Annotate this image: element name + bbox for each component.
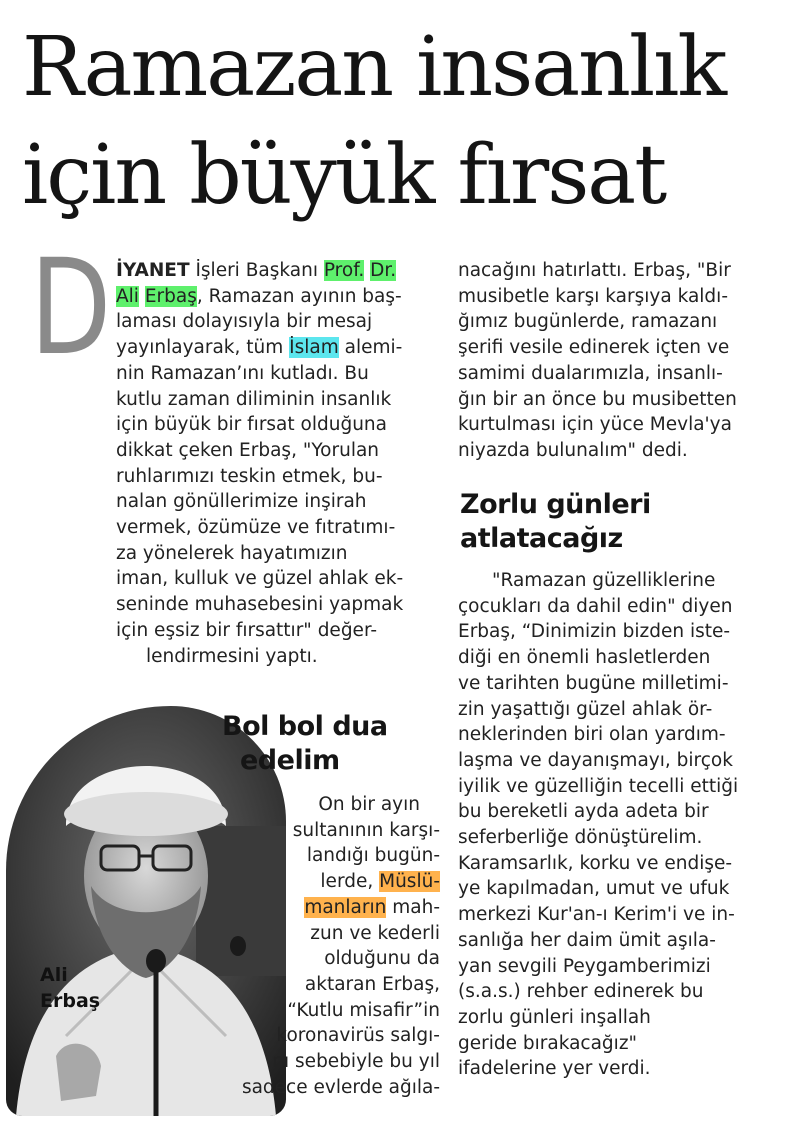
text-line: "Ramazan güzelliklerine bbox=[492, 570, 716, 591]
text-line: lerde, Müslü- bbox=[320, 871, 440, 893]
column-2-body bbox=[458, 258, 793, 464]
text-line: yayınlayarak, tüm İslam alemi- bbox=[116, 337, 403, 359]
text-line: diği en önemli hasletlerden bbox=[458, 647, 711, 669]
text-line: nacağını hatırlattı. Erbaş, "Bir bbox=[458, 260, 731, 281]
highlight-prof: Prof. bbox=[323, 260, 365, 281]
column-1-continuation bbox=[200, 792, 440, 1100]
text-line: nalan gönüllerimize inşirah bbox=[116, 491, 367, 513]
subheading-line-1: Zorlu günleri bbox=[460, 489, 651, 520]
headline-line-1: Ramazan insanlık bbox=[22, 20, 726, 115]
highlight-ali: Ali bbox=[116, 285, 139, 307]
text-line: sultanının karşı- bbox=[292, 819, 440, 841]
text-line: merkezi Kur'an-ı Kerim'i ve in- bbox=[458, 904, 735, 926]
text-line: zorlu günleri inşallah bbox=[458, 1006, 651, 1028]
text-line: zin yaşattığı güzel ahlak ör- bbox=[458, 698, 713, 720]
text-line: geride bırakacağız" bbox=[458, 1032, 638, 1054]
text-line: musibetle karşı karşıya kaldı- bbox=[458, 285, 728, 307]
text-line: seferberliğe dönüştürelim. bbox=[458, 827, 703, 849]
text-line: landığı bugün- bbox=[306, 845, 440, 867]
text-line: niyazda bulunalım" dedi. bbox=[458, 439, 688, 461]
text-line: için büyük bir fırsat olduğuna bbox=[116, 414, 387, 436]
text-line: aktaran Erbaş, bbox=[304, 973, 440, 995]
highlight-islam: İslam bbox=[289, 337, 339, 359]
lead-word: İYANET bbox=[116, 260, 190, 281]
text-line: iyilik ve güzelliğin tecelli ettiği bbox=[458, 775, 739, 797]
subheading-line-2: edelim bbox=[240, 745, 340, 776]
text-line: çocukları da dahil edin" diyen bbox=[458, 595, 733, 617]
highlight-muslu: Müslü- bbox=[379, 871, 440, 893]
text-line: bu bereketli ayda adeta bir bbox=[458, 801, 709, 823]
text-line: On bir ayın bbox=[318, 794, 420, 815]
headline bbox=[22, 14, 792, 230]
drop-cap: D bbox=[30, 231, 112, 385]
text-line: ğın bir an önce bu musibetten bbox=[458, 388, 737, 410]
column-1-body bbox=[116, 258, 436, 669]
column-2-continuation bbox=[458, 568, 793, 1082]
text-line: Karamsarlık, korku ve endişe- bbox=[458, 852, 733, 874]
text-line: şerifi vesile edinerek içten ve bbox=[458, 337, 730, 359]
text-line: laması dolayısıyla bir mesaj bbox=[116, 311, 373, 333]
text-line: ğımız bugünlerde, ramazanı bbox=[458, 311, 718, 333]
highlight-dr: Dr. bbox=[370, 260, 397, 281]
subheading-line-2: atlatacağız bbox=[460, 523, 623, 554]
text-line: lendirmesini yaptı. bbox=[146, 645, 318, 667]
text-line: yan sevgili Peygamberimizi bbox=[458, 955, 711, 977]
text-line: za yönelerek hayatımızın bbox=[116, 542, 348, 564]
subheading-zorlu-gunleri bbox=[460, 488, 651, 556]
text-line: koronavirüs salgı- bbox=[276, 1025, 440, 1047]
text-line: ruhlarımızı teskin etmek, bu- bbox=[116, 465, 383, 487]
text-line: ifadelerine yer verdi. bbox=[458, 1058, 651, 1080]
text-line: zun ve kederli bbox=[310, 922, 440, 944]
text-line: olduğunu da bbox=[324, 948, 440, 970]
headline-line-2: için büyük fırsat bbox=[22, 128, 666, 223]
text-line: manların mah- bbox=[304, 896, 440, 918]
text-line: samimi dualarımızla, insanlı- bbox=[458, 362, 723, 384]
text-line: ve tarihten bugüne milletimi- bbox=[458, 672, 729, 694]
text-line: Ali Erbaş, Ramazan ayının baş- bbox=[116, 285, 402, 307]
text-line: “Kutlu misafir”in bbox=[287, 999, 440, 1021]
text-line: neklerinden biri olan yardım- bbox=[458, 724, 726, 746]
text-line: seninde muhasebesini yapmak bbox=[116, 594, 404, 616]
photo-caption bbox=[40, 962, 100, 1014]
text-line: laşma ve dayanışmayı, birçok bbox=[458, 749, 733, 771]
text-line: İYANET İşleri Başkanı Prof. Dr. bbox=[116, 260, 397, 281]
text-line: kutlu zaman diliminin insanlık bbox=[116, 388, 392, 410]
text-line: ye kapılmadan, umut ve ufuk bbox=[458, 878, 730, 900]
text-line: sanlığa her daim ümit aşıla- bbox=[458, 929, 716, 951]
text-line: Erbaş, “Dinimizin bizden iste- bbox=[458, 621, 731, 643]
text-line: sadece evlerde ağıla- bbox=[241, 1076, 440, 1098]
text-line: kurtulması için yüce Mevla'ya bbox=[458, 414, 732, 436]
caption-line-1: Ali bbox=[40, 964, 68, 986]
text-line: vermek, özümüze ve fıtratımı- bbox=[116, 517, 396, 539]
text-line: nı sebebiyle bu yıl bbox=[272, 1051, 440, 1073]
text-line: nin Ramazan’ını kutladı. Bu bbox=[116, 362, 369, 384]
text-line: dikkat çeken Erbaş, "Yorulan bbox=[116, 439, 380, 461]
subheading-bol-bol-dua bbox=[222, 710, 388, 778]
text-line: (s.a.s.) rehber edinerek bu bbox=[458, 981, 704, 1003]
text-line: için eşsiz bir fırsattır" değer- bbox=[116, 619, 378, 641]
text-line: iman, kulluk ve güzel ahlak ek- bbox=[116, 568, 404, 590]
subheading-line-1: Bol bol dua bbox=[222, 711, 388, 742]
caption-line-2: Erbaş bbox=[40, 990, 101, 1012]
highlight-erbas: Erbaş bbox=[144, 285, 197, 307]
highlight-manlarin: manların bbox=[304, 896, 387, 918]
